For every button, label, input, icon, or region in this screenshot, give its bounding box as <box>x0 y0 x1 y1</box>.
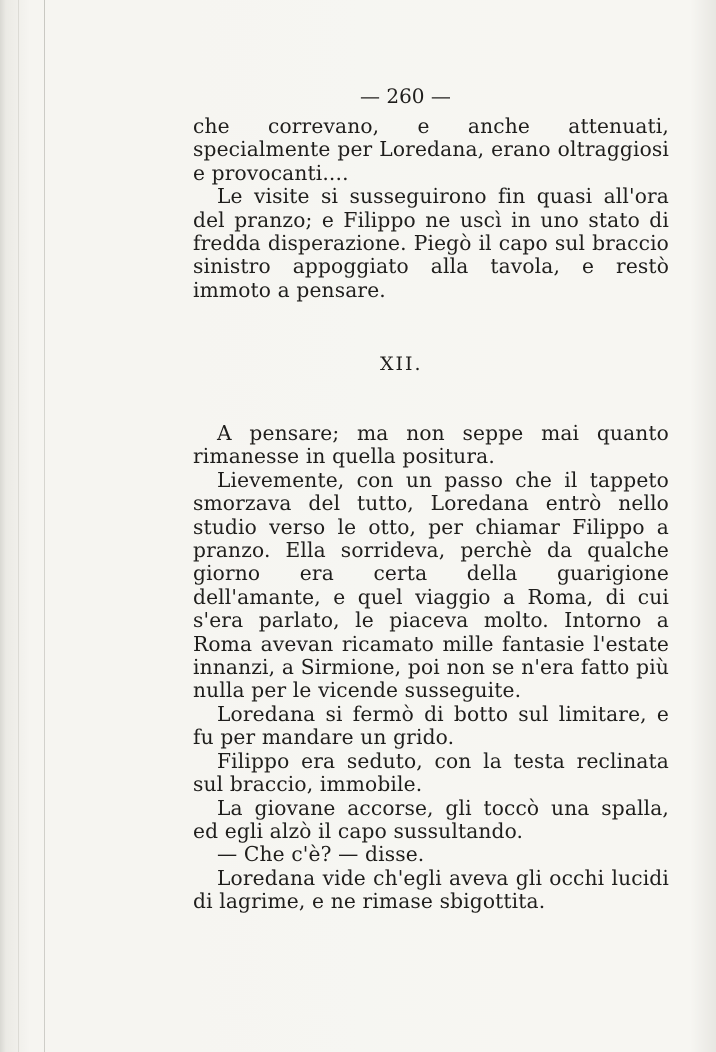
paragraph-5: La giovane accorse, gli toccò una spalla, ed egli alzò il capo sussultando. <box>193 795 669 843</box>
scan-edge-line <box>18 0 19 1052</box>
paragraph-1: A pensare; ma non seppe mai quanto rimanesse in quella positura. <box>193 421 669 469</box>
paragraph-continuation: che correvano, e anche attenuati, specialmente per Loredana, erano oltraggiosi e provocanti.... <box>193 114 669 185</box>
top-text-block <box>193 115 669 302</box>
chapter-text-block <box>193 422 669 914</box>
paragraph-4: Filippo era seduto, con la testa reclinata sul braccio, immobile. <box>193 748 669 797</box>
paragraph-7: Loredana vide ch'egli aveva gli occhi lucidi di lagrime, e ne rimase sbigottita. <box>193 865 669 914</box>
chapter-heading: XII. <box>380 353 423 375</box>
paragraph-6: — Che c'è? — disse. <box>217 842 425 867</box>
page-number: — 260 — <box>360 84 451 108</box>
paragraph-2: Lievemente, con un passo che il tappeto smorzava del tutto, Loredana entrò nello studio verso le otto, per chiamar Filippo a pranzo. Ella sorrideva, perchè da qualche giorno era certa della guarigione dell'amante, e quel viaggio a Roma, di cui s'era parlato, le piaceva molto. Intorno a Roma avevan ricamato mille fantasie l'estate innanzi, a Sirmione, poi non se n'era fatto più nulla per le vicende susseguite. <box>193 467 669 703</box>
gutter-line <box>44 0 45 1052</box>
paragraph-visits: Le visite si susseguirono fin quasi all'ora del pranzo; e Filippo ne uscì in uno stato di fredda disperazione. Piegò il capo sul braccio sinistro appoggiato alla tavola, e restò immoto a pensare. <box>193 184 669 302</box>
paragraph-3: Loredana si fermò di botto sul limitare, e fu per mandare un grido. <box>193 701 669 750</box>
